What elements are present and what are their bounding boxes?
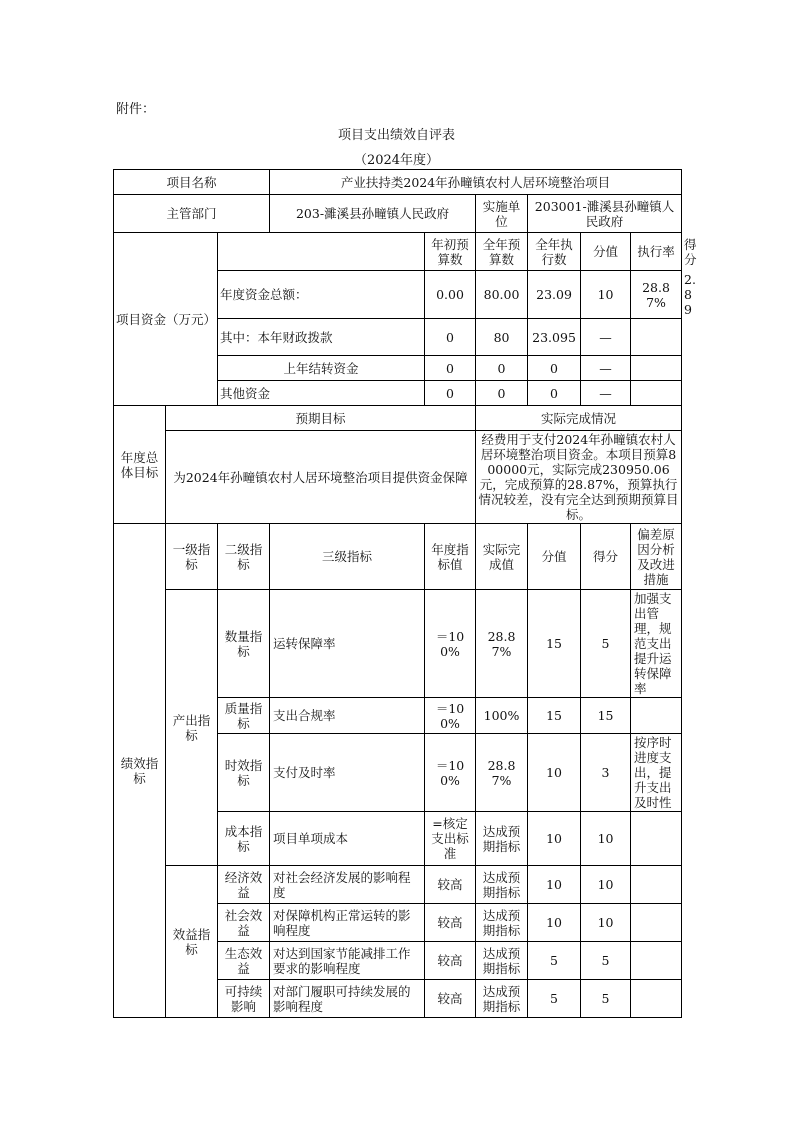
actual-cell: 100% — [476, 698, 528, 734]
score-value-cell: 10 — [528, 904, 581, 942]
implementing-unit-value: 203001-濉溪县孙疃镇人民政府 — [528, 195, 682, 233]
level2-cell: 经济效益 — [218, 866, 270, 904]
level2-header: 二级指标 — [218, 524, 270, 590]
score-header: 得分 — [581, 524, 631, 590]
indicators-header-row — [114, 524, 682, 590]
level3-header: 三级指标 — [270, 524, 425, 590]
score-cell: 10 — [581, 866, 631, 904]
funds-initial: 0 — [425, 381, 476, 406]
attachment-label: 附件： — [116, 102, 156, 117]
indicator-row — [114, 866, 682, 904]
deviation-cell — [631, 698, 682, 734]
level1-header: 一级指标 — [166, 524, 218, 590]
funds-header-annual: 全年预算数 — [476, 233, 528, 271]
target-cell: 较高 — [425, 904, 476, 942]
score-value-cell: 15 — [528, 698, 581, 734]
target-cell: =核定支出标准 — [425, 812, 476, 866]
deviation-cell: 按序时进度支出，提升支出及时性 — [631, 734, 682, 812]
funds-executed: 0 — [528, 381, 581, 406]
goals-content-row — [114, 431, 682, 524]
target-cell: 较高 — [425, 866, 476, 904]
project-name-value: 产业扶持类2024年孙疃镇农村人居环境整治项目 — [270, 170, 682, 195]
deviation-cell — [631, 866, 682, 904]
benefit-indicators-label: 效益指标 — [166, 866, 218, 1018]
level3-cell: 对部门履职可持续发展的影响程度 — [270, 980, 425, 1018]
score-value-cell: 15 — [528, 590, 581, 698]
funds-row-label: 其他资金 — [218, 381, 425, 406]
funds-row-label: 上年结转资金 — [218, 356, 425, 381]
level2-cell: 可持续影响 — [218, 980, 270, 1018]
goals-header-row — [114, 406, 682, 431]
funds-row-label: 年度资金总额： — [218, 271, 425, 319]
project-name-row — [114, 170, 682, 195]
funds-initial: 0 — [425, 356, 476, 381]
funds-rate — [631, 381, 682, 406]
funds-label: 项目资金（万元） — [114, 233, 218, 406]
score-value-header: 分值 — [528, 524, 581, 590]
department-row — [114, 195, 682, 233]
self-evaluation-table — [113, 169, 697, 1018]
performance-indicators-label: 绩效指标 — [114, 524, 166, 1018]
actual-cell: 达成预期指标 — [476, 812, 528, 866]
funds-annual: 80.00 — [476, 271, 528, 319]
score-cell: 3 — [581, 734, 631, 812]
level3-cell: 项目单项成本 — [270, 812, 425, 866]
funds-row: 年度资金总额： 0.00 80.00 23.09 10 28.87% 2.89 — [114, 271, 682, 319]
actual-cell: 达成预期指标 — [476, 904, 528, 942]
funds-row-label: 其中：本年财政拨款 — [218, 319, 425, 356]
page-title: 项目支出绩效自评表 — [337, 128, 455, 143]
funds-header-row: 项目资金（万元） 年初预算数 全年预算数 全年执行数 分值 执行率 得分 — [114, 233, 682, 271]
funds-initial: 0 — [425, 319, 476, 356]
annual-goals-label: 年度总体目标 — [114, 406, 166, 524]
funds-rate: 28.87% — [631, 271, 682, 319]
deviation-cell — [631, 942, 682, 980]
actual-result-text: 经费用于支付2024年孙疃镇农村人居环境整治项目资金。本项目预算800000元，实际完成230950.06元，完成预算的28.87%，预算执行情况较差，没有完全达到预期预算目标。 — [476, 431, 682, 524]
score-value-cell: 10 — [528, 812, 581, 866]
funds-executed: 23.09 — [528, 271, 581, 319]
level2-cell: 质量指标 — [218, 698, 270, 734]
funds-executed: 23.095 — [528, 319, 581, 356]
score-value-cell: 5 — [528, 980, 581, 1018]
target-cell: 较高 — [425, 980, 476, 1018]
indicator-row — [114, 590, 682, 698]
funds-header-score-value: 分值 — [581, 233, 631, 271]
level3-cell: 对保障机构正常运转的影响程度 — [270, 904, 425, 942]
funds-score-value: — — [581, 381, 631, 406]
actual-cell: 28.87% — [476, 590, 528, 698]
score-value-cell: 5 — [528, 942, 581, 980]
funds-header-initial: 年初预算数 — [425, 233, 476, 271]
implementing-unit-label: 实施单位 — [476, 195, 528, 233]
actual-cell: 28.87% — [476, 734, 528, 812]
funds-initial: 0.00 — [425, 271, 476, 319]
actual-cell: 达成预期指标 — [476, 942, 528, 980]
deviation-cell — [631, 812, 682, 866]
expected-goal-header: 预期目标 — [166, 406, 476, 431]
deviation-cell: 加强支出管理，规范支出提升运转保障率 — [631, 590, 682, 698]
target-cell: ＝100% — [425, 590, 476, 698]
funds-header-executed: 全年执行数 — [528, 233, 581, 271]
score-cell: 5 — [581, 980, 631, 1018]
score-cell: 5 — [581, 590, 631, 698]
score-value-cell: 10 — [528, 866, 581, 904]
funds-annual: 0 — [476, 356, 528, 381]
deviation-cell — [631, 904, 682, 942]
level2-cell: 生态效益 — [218, 942, 270, 980]
funds-rate — [631, 319, 682, 356]
level3-cell: 对达到国家节能减排工作要求的影响程度 — [270, 942, 425, 980]
score-cell: 5 — [581, 942, 631, 980]
score-cell: 10 — [581, 904, 631, 942]
score-cell: 15 — [581, 698, 631, 734]
funds-score-value: — — [581, 319, 631, 356]
score-value-cell: 10 — [528, 734, 581, 812]
funds-annual: 0 — [476, 381, 528, 406]
funds-header-rate: 执行率 — [631, 233, 682, 271]
output-indicators-label: 产出指标 — [166, 590, 218, 866]
funds-annual: 80 — [476, 319, 528, 356]
level2-cell: 时效指标 — [218, 734, 270, 812]
level3-cell: 运转保障率 — [270, 590, 425, 698]
target-cell: ＝100% — [425, 734, 476, 812]
level2-cell: 成本指标 — [218, 812, 270, 866]
target-cell: ＝100% — [425, 698, 476, 734]
department-label: 主管部门 — [114, 195, 270, 233]
level3-cell: 对社会经济发展的影响程度 — [270, 866, 425, 904]
deviation-header: 偏差原因分析及改进措施 — [631, 524, 682, 590]
level2-cell: 数量指标 — [218, 590, 270, 698]
level2-cell: 社会效益 — [218, 904, 270, 942]
level3-cell: 支付及时率 — [270, 734, 425, 812]
level3-cell: 支出合规率 — [270, 698, 425, 734]
funds-score-value: 10 — [581, 271, 631, 319]
project-name-label: 项目名称 — [114, 170, 270, 195]
deviation-cell — [631, 980, 682, 1018]
actual-cell: 达成预期指标 — [476, 980, 528, 1018]
funds-header-blank — [218, 233, 425, 271]
funds-score-value: — — [581, 356, 631, 381]
funds-rate — [631, 356, 682, 381]
target-header: 年度指标值 — [425, 524, 476, 590]
target-cell: 较高 — [425, 942, 476, 980]
actual-cell: 达成预期指标 — [476, 866, 528, 904]
actual-result-header: 实际完成情况 — [476, 406, 682, 431]
funds-executed: 0 — [528, 356, 581, 381]
actual-header: 实际完成值 — [476, 524, 528, 590]
department-value: 203-濉溪县孙疃镇人民政府 — [270, 195, 476, 233]
report-year: （2024年度） — [353, 153, 440, 168]
expected-goal-text: 为2024年孙疃镇农村人居环境整治项目提供资金保障 — [166, 431, 476, 524]
score-cell: 10 — [581, 812, 631, 866]
